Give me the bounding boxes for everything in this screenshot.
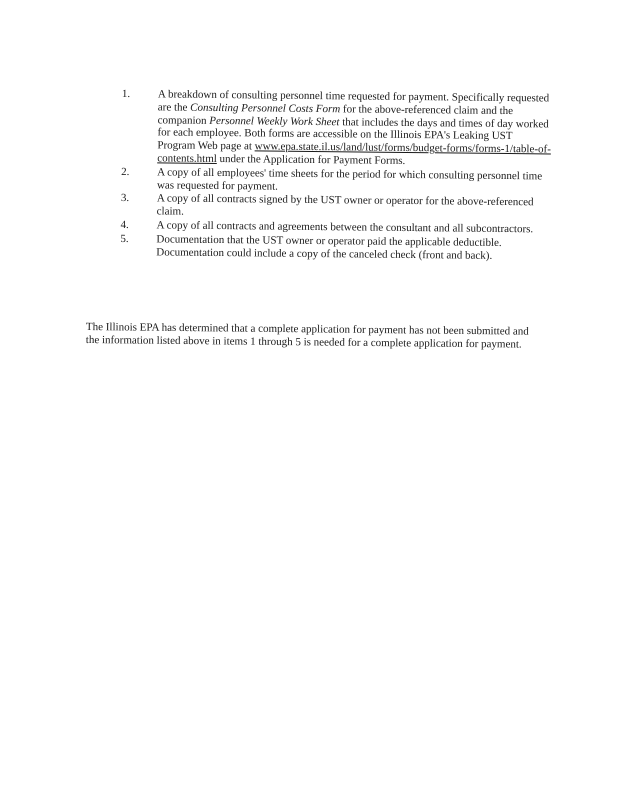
requirements-list [120, 88, 552, 264]
list-item [120, 233, 550, 263]
list-item [121, 166, 551, 196]
item-text: Documentation that the UST owner or operator paid the applicable deductible. Documentation could include a copy of the canceled check (front and back). [156, 233, 502, 262]
conclusion-paragraph: The Illinois EPA has determined that a complete application for payment has not been submitted and the information listed above in items 1 through 5 is needed for a complete application for payment. [85, 321, 529, 351]
item-text: A copy of all employees' time sheets for the period for which consulting personnel time was requested for payment. [156, 166, 543, 193]
item-text: A breakdown of consulting personnel time requested for payment. Specifically requested are the Consulting Personnel Costs Form for the above-referenced claim and the companion Personnel Weekly Work Sheet that includes the days and times of day worked for each employee. Both forms are accessible on the Illinois EPA's Leaking UST Program Web page at www.epa.state.il.us/land/lust/forms/budget-forms/forms-1/table-of-contents.html under the Application for Payment Forms. [157, 88, 551, 167]
item-number: 5. [120, 232, 129, 245]
item-number: 2. [121, 165, 130, 178]
item-text: A copy of all contracts and agreements between the consultant and all subcontractors. [156, 219, 534, 236]
item-number: 1. [121, 88, 131, 101]
item-number: 3. [120, 192, 130, 205]
list-item [121, 88, 552, 169]
web-link[interactable]: www.epa.state.il.us/land/lust/forms/budget-forms/forms-1/table-of-contents.html [157, 140, 551, 165]
form-name: Personnel Weekly Work Sheet [209, 114, 340, 128]
item-number: 4. [120, 218, 129, 232]
item-text: A copy of all contracts signed by the UST owner or operator for the above-referenced claim. [156, 192, 534, 218]
list-item [121, 192, 551, 222]
form-name: Consulting Personnel Costs Form [190, 101, 341, 116]
